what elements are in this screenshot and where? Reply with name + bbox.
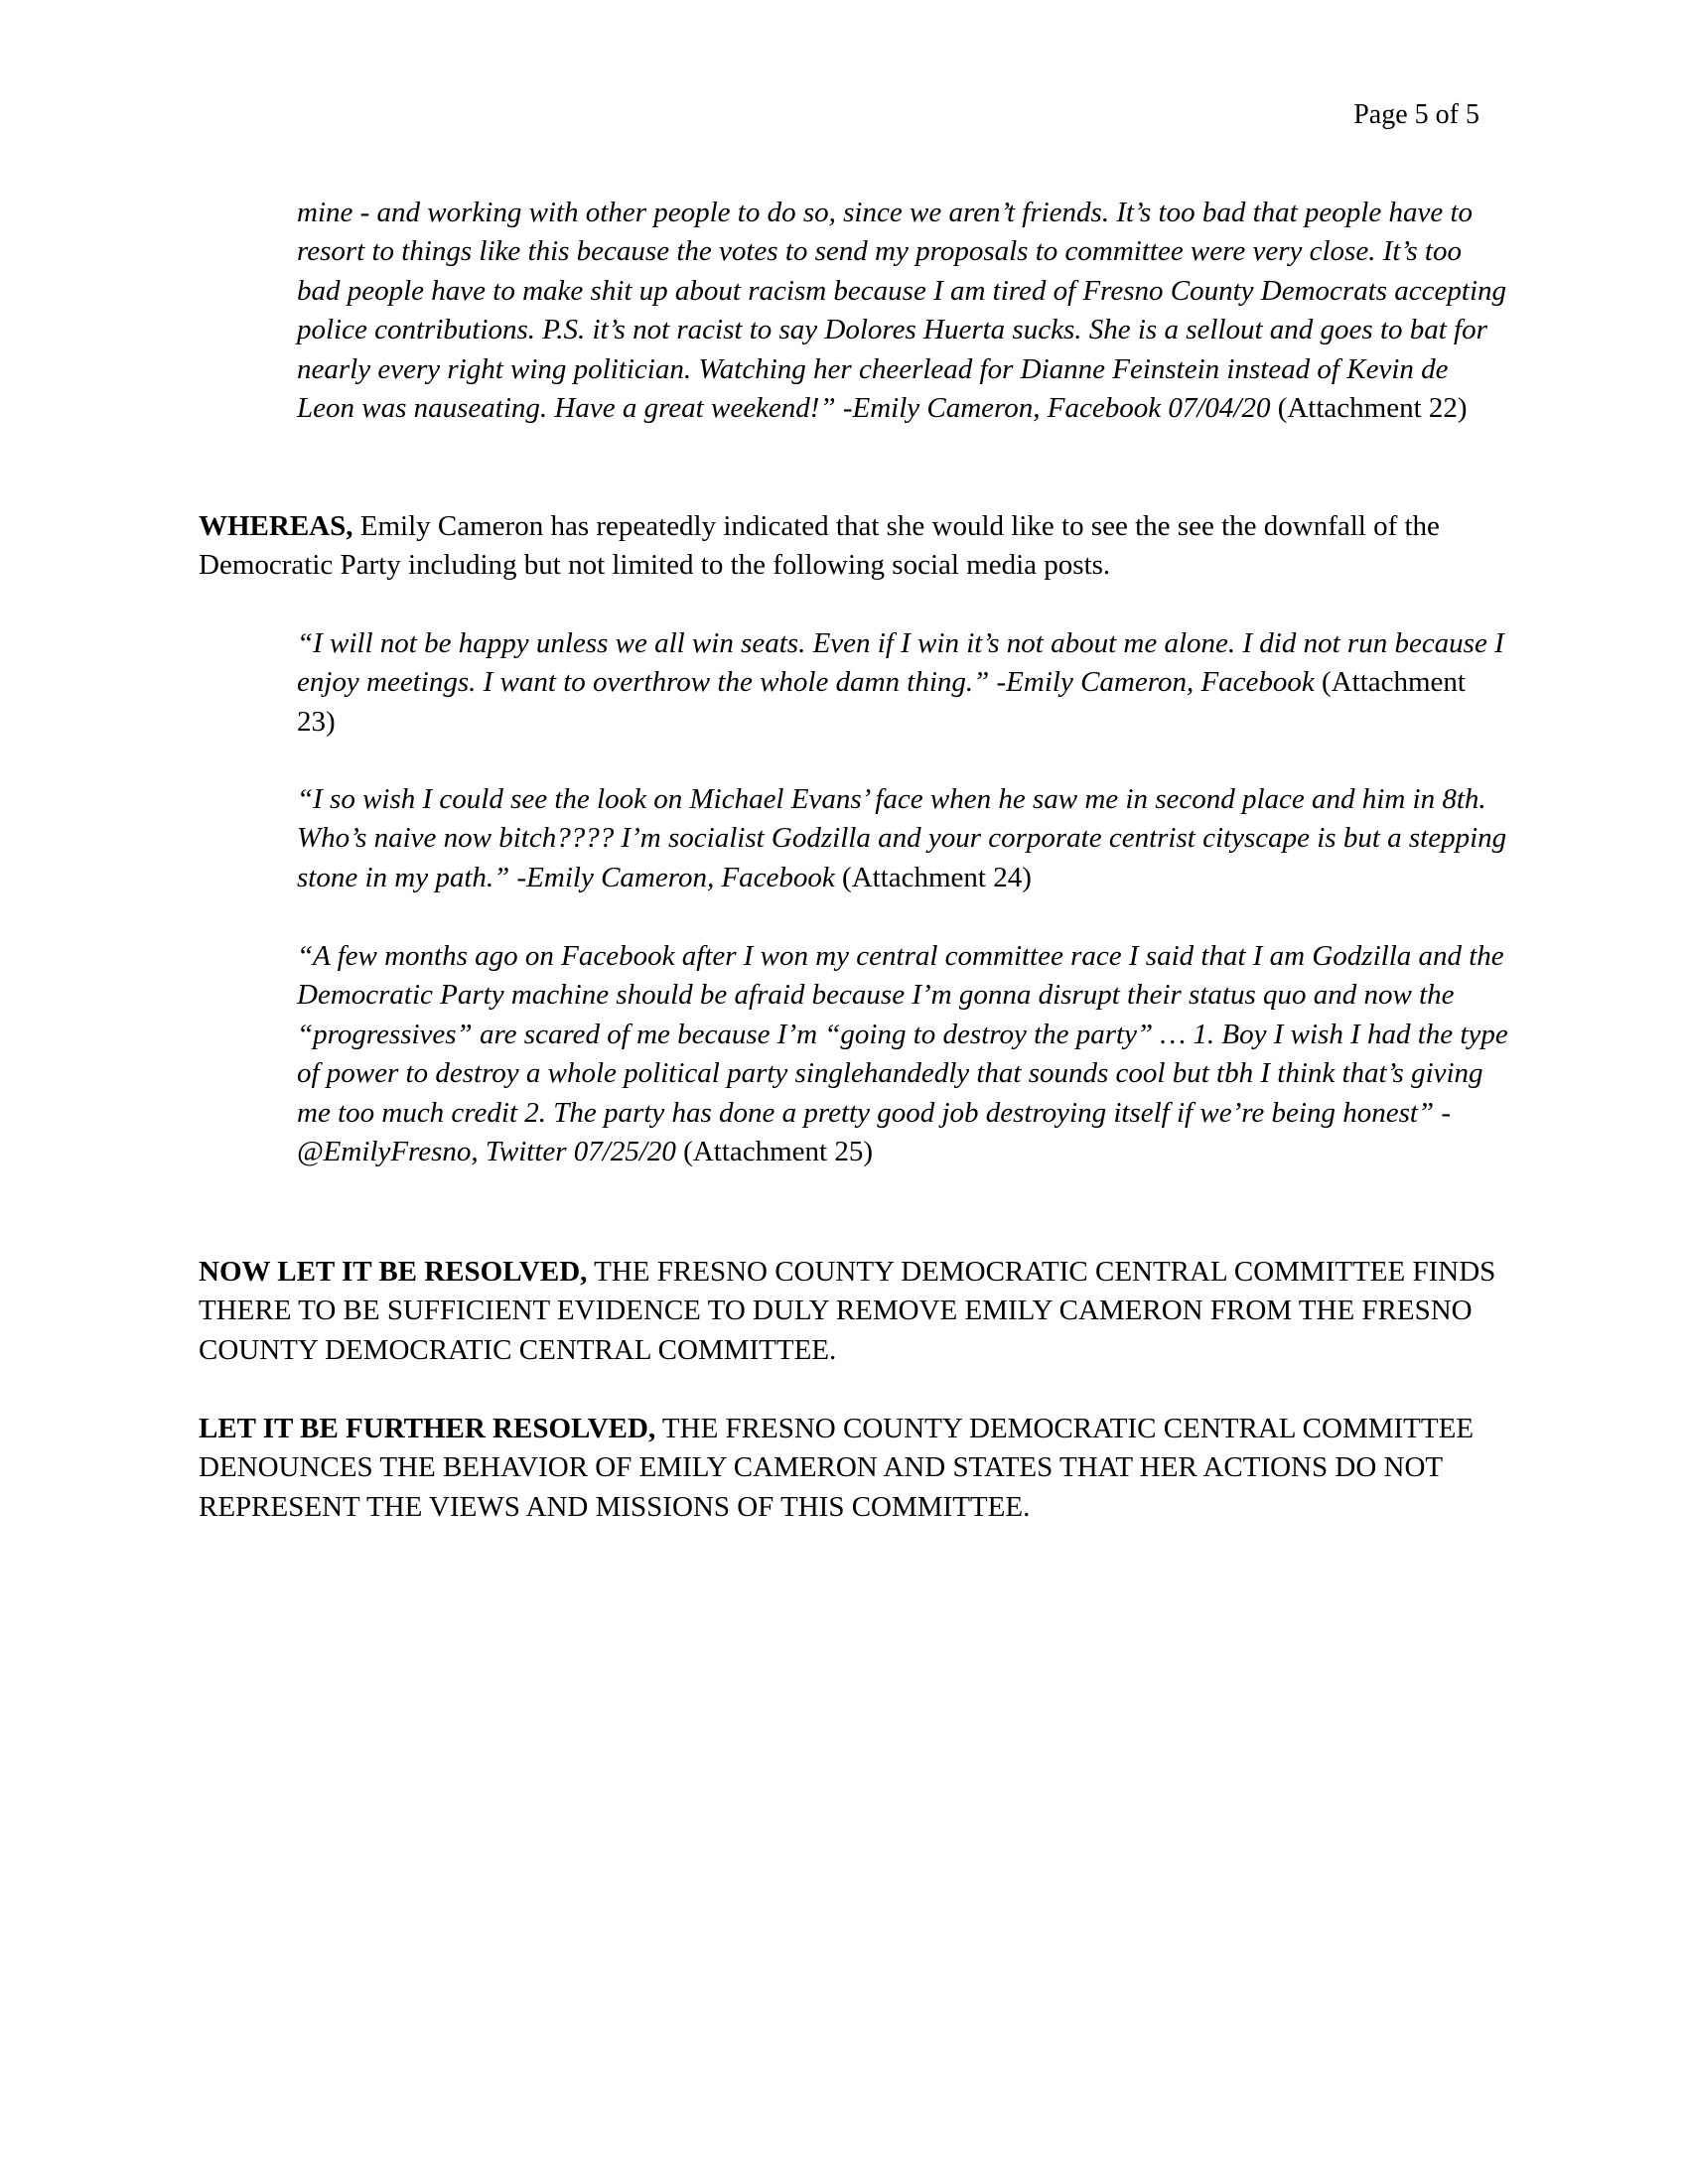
further-resolved-paragraph (199, 1410, 1509, 1527)
resolved-text: THE FRESNO COUNTY DEMOCRATIC CENTRAL COMMITTEE FINDS THERE TO BE SUFFICIENT EVIDENCE TO DULY REMOVE EMILY CAMERON FROM THE FRESNO COUNTY DEMOCRATIC CENTRAL COMMITTEE. (199, 1256, 1496, 1366)
quote-overthrow (297, 624, 1508, 742)
quote-godzilla-cityscape (297, 780, 1508, 897)
attachment-reference: (Attachment 22) (1270, 392, 1468, 425)
whereas-text: Emily Cameron has repeatedly indicated that she would like to see the see the downfall of the Democratic Party including but not limited to the following social media posts. (199, 510, 1440, 582)
quote-text: “I will not be happy unless we all win seats. Even if I win it’s not about me alone. I did not run because I enjoy meetings. I want to overthrow the whole damn thing.” -Emily Cameron, Facebook (297, 627, 1504, 699)
whereas-paragraph (199, 507, 1509, 586)
further-resolved-lead: LET IT BE FURTHER RESOLVED, (199, 1413, 656, 1444)
resolved-paragraph (199, 1253, 1509, 1370)
quote-text: “A few months ago on Facebook after I won my central committee race I said that I am Godzilla and the Democratic Party machine should be afraid because I’m gonna disrupt their status quo and now the “progressives” are scared of me because I’m “going to destroy the party” … 1. Boy I wish I had the type of power to destroy a whole political party singlehandedly that sounds cool but tbh I think that’s giving me too much credit 2. The party has done a pretty good job destroying itself if we’re being honest” -@EmilyFresno, Twitter 07/25/20 (297, 940, 1508, 1168)
attachment-reference: (Attachment 24) (834, 861, 1032, 893)
quote-twitter-0725 (297, 937, 1508, 1171)
quote-text: mine - and working with other people to do so, since we aren’t friends. It’s too bad that people have to resort to things like this because the votes to send my proposals to committee were very close. It’s too bad people have to make shit up about racism because I am tired of Fresno County Democrats accepting police contributions. P.S. it’s not racist to say Dolores Huerta sucks. She is a sellout and goes to bat for nearly every right wing politician. Watching her cheerlead for Dianne Feinstein instead of Kevin de Leon was nauseating. Have a great weekend!” -Emily Cameron, Facebook 07/04/20 (297, 197, 1507, 425)
attachment-reference: (Attachment 23) (297, 666, 1466, 738)
resolved-lead: NOW LET IT BE RESOLVED, (199, 1256, 588, 1288)
page-number: Page 5 of 5 (1353, 99, 1479, 130)
attachment-reference: (Attachment 25) (675, 1136, 874, 1168)
further-resolved-text: THE FRESNO COUNTY DEMOCRATIC CENTRAL COMMITTEE DENOUNCES THE BEHAVIOR OF EMILY CAMERON AND STATES THAT HER ACTIONS DO NOT REPRESENT THE VIEWS AND MISSIONS OF THIS COMMITTEE. (199, 1413, 1475, 1523)
quote-continued-facebook-0704 (297, 194, 1508, 428)
whereas-lead: WHEREAS, (199, 510, 353, 542)
quote-text: “I so wish I could see the look on Michael Evans’ face when he saw me in second place and him in 8th. Who’s naive now bitch???? I’m socialist Godzilla and your corporate centrist cityscape is but a stepping stone in my path.” -Emily Cameron, Facebook (297, 783, 1507, 893)
